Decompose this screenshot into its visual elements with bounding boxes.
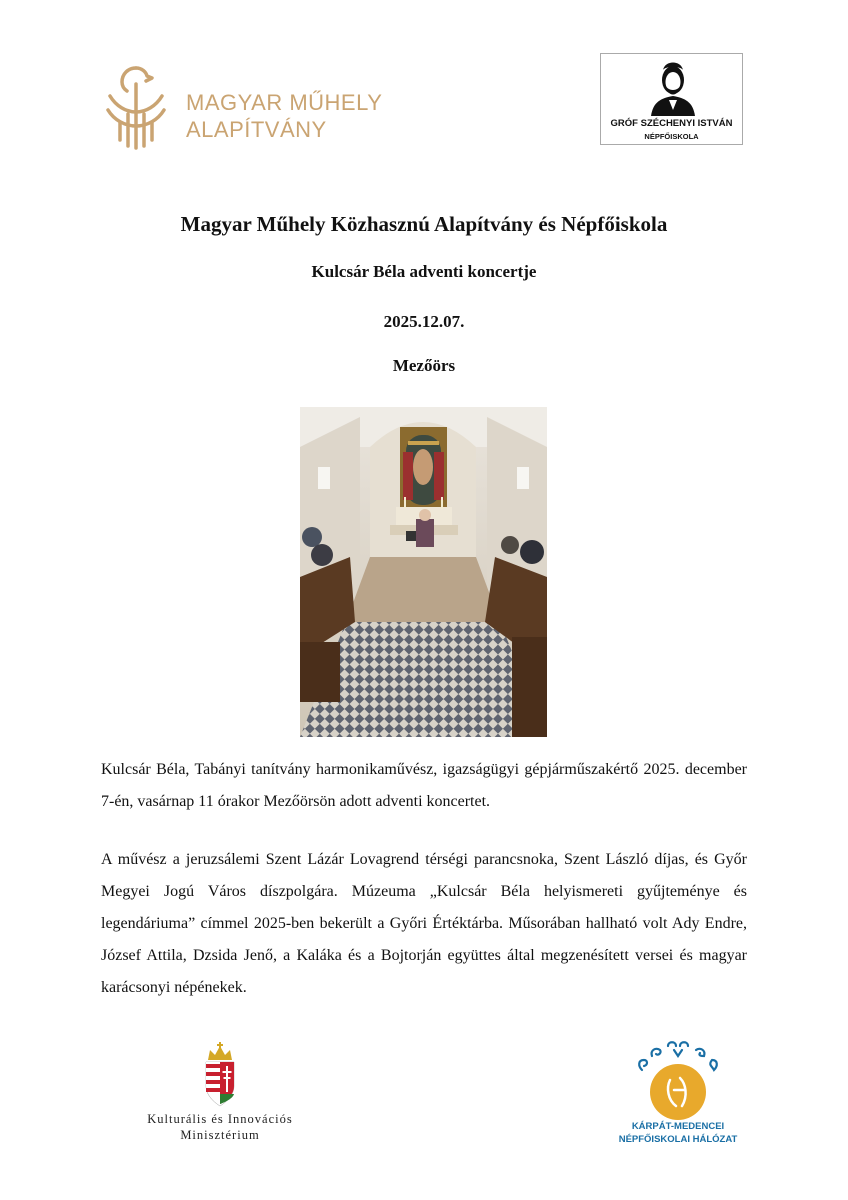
szechenyi-subtitle: NÉPFŐISKOLA — [644, 132, 699, 141]
event-title: Kulcsár Béla adventi koncertje — [311, 262, 537, 281]
paragraph-artist: A művész a jeruzsálemi Szent Lázár Lovagrend térségi parancsnoka, Szent László díjas, és Győr Megyei Jogú Város díszpolgára. Múzeuma „Kulcsár Béla helyismereti gyűjteménye és legendáriuma” címmel 2025-ben bekerült a Győri Értéktárba. Műsorában hallható volt Ady Endre, József Attila, Dzsida Jenő, a Kaláka és a Bojtorján együttes által megzenésített versei és magyar karácsonyi népénekek. — [101, 851, 747, 996]
page-title: Magyar Műhely Közhasznú Alapítvány és Népfőiskola — [180, 212, 668, 236]
eagle-emblem-icon — [98, 62, 174, 152]
network-emblem-icon — [628, 1040, 728, 1122]
network-subtitle: NÉPFŐISKOLAI HÁLÓZAT — [618, 1134, 738, 1145]
szechenyi-nepfoiskola-logo — [600, 53, 743, 145]
magyar-muhely-subtitle: ALAPÍTVÁNY — [186, 117, 327, 142]
ministry-name: Kulturális és Innovációs — [147, 1112, 293, 1126]
event-place: Mezőörs — [392, 356, 456, 375]
church-interior-photo — [300, 407, 547, 737]
event-date: 2025.12.07. — [383, 312, 465, 331]
magyar-muhely-name: MAGYAR MŰHELY — [186, 90, 383, 115]
hungarian-coat-of-arms-icon — [202, 1042, 238, 1108]
szechenyi-name: GRÓF SZÉCHENYI ISTVÁN — [610, 118, 733, 129]
magyar-muhely-logo — [98, 62, 388, 154]
portrait-icon — [645, 58, 701, 116]
ministry-subtitle: Minisztérium — [180, 1128, 260, 1142]
network-logo — [598, 1040, 758, 1152]
ministry-logo — [120, 1042, 320, 1147]
network-name: KÁRPÁT-MEDENCEI — [631, 1121, 725, 1132]
paragraph-concert: Kulcsár Béla, Tabányi tanítvány harmonikaművész, igazságügyi gépjárműszakértő 2025. december 7-én, vasárnap 11 órakor Mezőörsön adott adventi koncertet. — [101, 761, 747, 810]
